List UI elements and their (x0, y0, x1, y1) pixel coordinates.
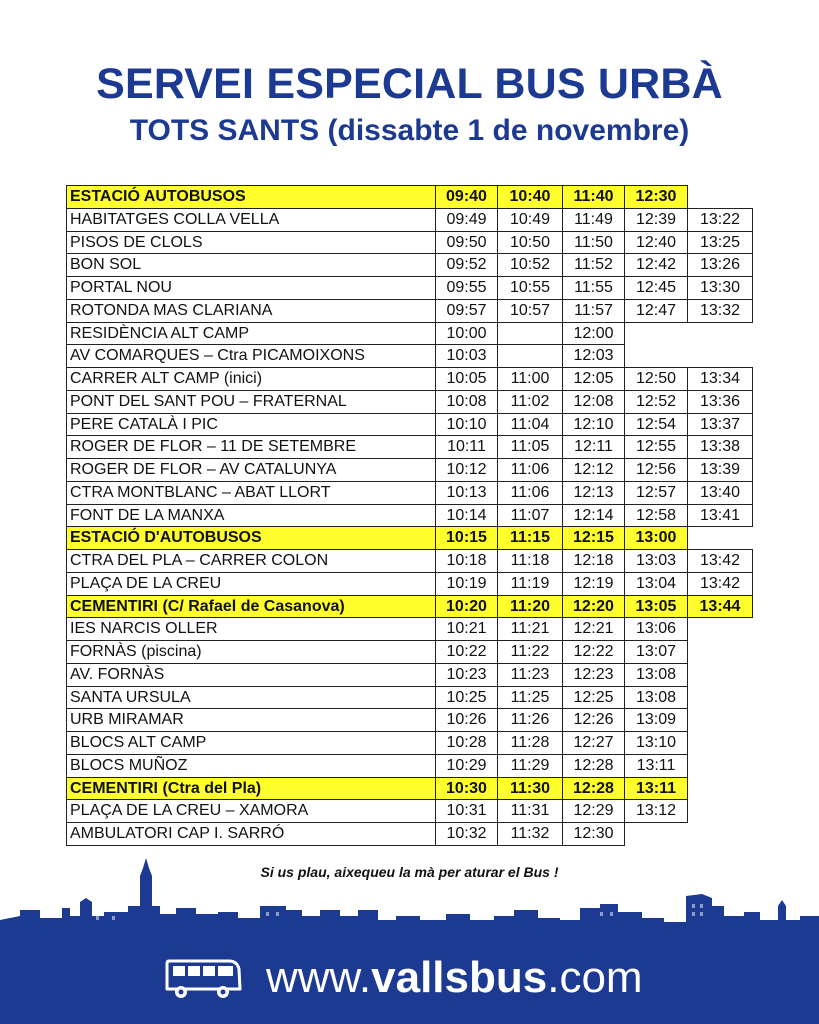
departure-time-cell: 12:29 (562, 799, 625, 823)
departure-time-cell: 12:50 (624, 367, 688, 391)
departure-time-cell: 11:29 (497, 754, 563, 778)
departure-time-cell: 10:49 (497, 208, 563, 232)
page-subtitle: TOTS SANTS (dissabte 1 de novembre) (129, 114, 690, 147)
departure-time-cell: 10:50 (497, 231, 563, 255)
departure-time-cell: 11:22 (497, 640, 563, 664)
departure-time-cell: 10:29 (435, 754, 498, 778)
departure-time-cell: 09:52 (435, 253, 498, 277)
departure-time-cell: 12:26 (562, 708, 625, 732)
stop-name-cell: IES NARCIS OLLER (66, 617, 436, 641)
departure-time-cell: 09:57 (435, 299, 498, 323)
departure-time-cell: 13:07 (624, 640, 688, 664)
departure-time-cell: 12:00 (562, 322, 625, 346)
departure-time-cell: 13:08 (624, 686, 688, 710)
departure-time-cell: 13:38 (687, 435, 753, 459)
departure-time-cell: 11:26 (497, 708, 563, 732)
departure-time-cell: 10:57 (497, 299, 563, 323)
departure-time-cell: 10:52 (497, 253, 563, 277)
departure-time-cell: 09:49 (435, 208, 498, 232)
departure-time-cell: 12:52 (624, 390, 688, 414)
stop-name-cell: BLOCS MUÑOZ (66, 754, 436, 778)
stop-name-cell: ROTONDA MAS CLARIANA (66, 299, 436, 323)
website-suffix: .com (547, 953, 643, 1002)
departure-time-cell: 12:21 (562, 617, 625, 641)
stop-name-cell: PISOS DE CLOLS (66, 231, 436, 255)
stop-name-cell: PORTAL NOU (66, 276, 436, 300)
departure-time-cell: 12:25 (562, 686, 625, 710)
stop-name-cell: ESTACIÓ AUTOBUSOS (66, 185, 436, 209)
departure-time-cell: 13:40 (687, 481, 753, 505)
stop-name-cell: ROGER DE FLOR – 11 DE SETEMBRE (66, 435, 436, 459)
departure-time-cell: 11:49 (562, 208, 625, 232)
departure-time-cell: 10:13 (435, 481, 498, 505)
website-prefix: www. (266, 953, 372, 1002)
departure-time-cell: 10:19 (435, 572, 498, 596)
departure-time-cell: 10:15 (435, 526, 498, 550)
stop-name-cell: PERE CATALÀ I PIC (66, 413, 436, 437)
departure-time-cell: 12:39 (624, 208, 688, 232)
stop-name-cell: CTRA MONTBLANC – ABAT LLORT (66, 481, 436, 505)
departure-time-cell: 10:00 (435, 322, 498, 346)
departure-time-cell: 13:12 (624, 799, 688, 823)
departure-time-cell: 13:42 (687, 549, 753, 573)
departure-time-cell: 09:40 (435, 185, 498, 209)
departure-time-cell: 09:50 (435, 231, 498, 255)
departure-time-cell: 11:05 (497, 435, 563, 459)
departure-time-cell: 12:23 (562, 663, 625, 687)
departure-time-cell: 12:47 (624, 299, 688, 323)
departure-time-cell: 11:18 (497, 549, 563, 573)
departure-time-cell: 13:37 (687, 413, 753, 437)
departure-time-cell: 12:11 (562, 435, 625, 459)
departure-time-cell: 13:11 (624, 777, 688, 801)
departure-time-cell: 13:09 (624, 708, 688, 732)
stop-name-cell: PLAÇA DE LA CREU (66, 572, 436, 596)
departure-time-cell: 11:55 (562, 276, 625, 300)
departure-time-cell: 10:40 (497, 185, 563, 209)
departure-time-cell: 10:20 (435, 595, 498, 619)
departure-time-cell: 13:08 (624, 663, 688, 687)
stop-name-cell: SANTA URSULA (66, 686, 436, 710)
departure-time-cell: 13:39 (687, 458, 753, 482)
departure-time-cell (497, 344, 563, 368)
departure-time-cell: 11:19 (497, 572, 563, 596)
stop-name-cell: AV COMARQUES – Ctra PICAMOIXONS (66, 344, 436, 368)
departure-time-cell: 13:42 (687, 572, 753, 596)
footer-banner (0, 930, 819, 1024)
stop-name-cell: CARRER ALT CAMP (inici) (66, 367, 436, 391)
stop-name-cell: PLAÇA DE LA CREU – XAMORA (66, 799, 436, 823)
departure-time-cell: 10:11 (435, 435, 498, 459)
departure-time-cell: 12:08 (562, 390, 625, 414)
departure-time-cell: 11:23 (497, 663, 563, 687)
departure-time-cell: 10:23 (435, 663, 498, 687)
departure-time-cell: 13:10 (624, 731, 688, 755)
departure-time-cell: 11:50 (562, 231, 625, 255)
departure-time-cell: 13:34 (687, 367, 753, 391)
departure-time-cell: 11:32 (497, 822, 563, 846)
departure-time-cell: 12:42 (624, 253, 688, 277)
departure-time-cell: 12:30 (624, 185, 688, 209)
departure-time-cell: 10:22 (435, 640, 498, 664)
stop-name-cell: PONT DEL SANT POU – FRATERNAL (66, 390, 436, 414)
departure-time-cell: 11:06 (497, 458, 563, 482)
departure-time-cell: 13:41 (687, 504, 753, 528)
stop-name-cell: URB MIRAMAR (66, 708, 436, 732)
departure-time-cell: 12:12 (562, 458, 625, 482)
stop-name-cell: FONT DE LA MANXA (66, 504, 436, 528)
departure-time-cell: 12:58 (624, 504, 688, 528)
departure-time-cell: 13:26 (687, 253, 753, 277)
town-skyline-illustration (0, 850, 819, 935)
departure-time-cell: 12:28 (562, 777, 625, 801)
departure-time-cell: 11:30 (497, 777, 563, 801)
departure-time-cell: 12:10 (562, 413, 625, 437)
stop-name-cell: ESTACIÓ D'AUTOBUSOS (66, 526, 436, 550)
departure-time-cell: 12:13 (562, 481, 625, 505)
departure-time-cell: 12:54 (624, 413, 688, 437)
departure-time-cell: 11:31 (497, 799, 563, 823)
bus-icon (163, 955, 243, 1001)
departure-time-cell: 10:21 (435, 617, 498, 641)
departure-time-cell: 11:28 (497, 731, 563, 755)
departure-time-cell: 10:30 (435, 777, 498, 801)
departure-time-cell: 10:25 (435, 686, 498, 710)
departure-time-cell: 10:26 (435, 708, 498, 732)
departure-time-cell: 11:06 (497, 481, 563, 505)
departure-time-cell: 12:55 (624, 435, 688, 459)
website-url[interactable] (266, 950, 643, 1006)
departure-time-cell: 13:05 (624, 595, 688, 619)
stop-request-note: Si us plau, aixequeu la mà per aturar el Bus ! (260, 864, 559, 880)
stop-name-cell: CEMENTIRI (C/ Rafael de Casanova) (66, 595, 436, 619)
departure-time-cell: 13:30 (687, 276, 753, 300)
departure-time-cell: 11:25 (497, 686, 563, 710)
departure-time-cell: 13:44 (687, 595, 753, 619)
departure-time-cell: 12:22 (562, 640, 625, 664)
departure-time-cell: 10:12 (435, 458, 498, 482)
website-brand: vallsbus (371, 953, 548, 1002)
departure-time-cell: 11:52 (562, 253, 625, 277)
departure-time-cell: 11:21 (497, 617, 563, 641)
departure-time-cell: 10:05 (435, 367, 498, 391)
stop-name-cell: HABITATGES COLLA VELLA (66, 208, 436, 232)
departure-time-cell: 10:03 (435, 344, 498, 368)
stop-name-cell: BLOCS ALT CAMP (66, 731, 436, 755)
departure-time-cell: 12:14 (562, 504, 625, 528)
departure-time-cell: 11:02 (497, 390, 563, 414)
departure-time-cell: 13:25 (687, 231, 753, 255)
departure-time-cell: 10:18 (435, 549, 498, 573)
departure-time-cell: 11:57 (562, 299, 625, 323)
departure-time-cell: 10:08 (435, 390, 498, 414)
departure-time-cell: 10:32 (435, 822, 498, 846)
stop-name-cell: BON SOL (66, 253, 436, 277)
departure-time-cell: 11:20 (497, 595, 563, 619)
page-title: SERVEI ESPECIAL BUS URBÀ (96, 60, 723, 108)
departure-time-cell: 12:05 (562, 367, 625, 391)
departure-time-cell: 12:15 (562, 526, 625, 550)
departure-time-cell: 11:15 (497, 526, 563, 550)
stop-name-cell: CEMENTIRI (Ctra del Pla) (66, 777, 436, 801)
departure-time-cell: 13:11 (624, 754, 688, 778)
stop-name-cell: ROGER DE FLOR – AV CATALUNYA (66, 458, 436, 482)
stop-name-cell: AMBULATORI CAP I. SARRÓ (66, 822, 436, 846)
departure-time-cell: 12:18 (562, 549, 625, 573)
departure-time-cell: 12:28 (562, 754, 625, 778)
stop-name-cell: FORNÀS (piscina) (66, 640, 436, 664)
stop-name-cell: AV. FORNÀS (66, 663, 436, 687)
departure-time-cell: 10:31 (435, 799, 498, 823)
departure-time-cell: 10:10 (435, 413, 498, 437)
departure-time-cell: 11:07 (497, 504, 563, 528)
stop-name-cell: RESIDÈNCIA ALT CAMP (66, 322, 436, 346)
departure-time-cell: 13:03 (624, 549, 688, 573)
departure-time-cell: 10:14 (435, 504, 498, 528)
departure-time-cell: 10:28 (435, 731, 498, 755)
departure-time-cell: 11:00 (497, 367, 563, 391)
departure-time-cell: 12:27 (562, 731, 625, 755)
departure-time-cell: 11:04 (497, 413, 563, 437)
departure-time-cell: 13:36 (687, 390, 753, 414)
departure-time-cell: 09:55 (435, 276, 498, 300)
departure-time-cell: 12:03 (562, 344, 625, 368)
departure-time-cell: 12:19 (562, 572, 625, 596)
stop-name-cell: CTRA DEL PLA – CARRER COLON (66, 549, 436, 573)
departure-time-cell: 12:56 (624, 458, 688, 482)
departure-time-cell: 12:57 (624, 481, 688, 505)
departure-time-cell: 13:32 (687, 299, 753, 323)
departure-time-cell (497, 322, 563, 346)
departure-time-cell: 10:55 (497, 276, 563, 300)
departure-time-cell: 13:06 (624, 617, 688, 641)
departure-time-cell: 12:40 (624, 231, 688, 255)
departure-time-cell: 12:20 (562, 595, 625, 619)
departure-time-cell: 13:00 (624, 526, 688, 550)
departure-time-cell: 13:22 (687, 208, 753, 232)
departure-time-cell: 12:45 (624, 276, 688, 300)
departure-time-cell: 11:40 (562, 185, 625, 209)
departure-time-cell: 12:30 (562, 822, 625, 846)
departure-time-cell: 13:04 (624, 572, 688, 596)
